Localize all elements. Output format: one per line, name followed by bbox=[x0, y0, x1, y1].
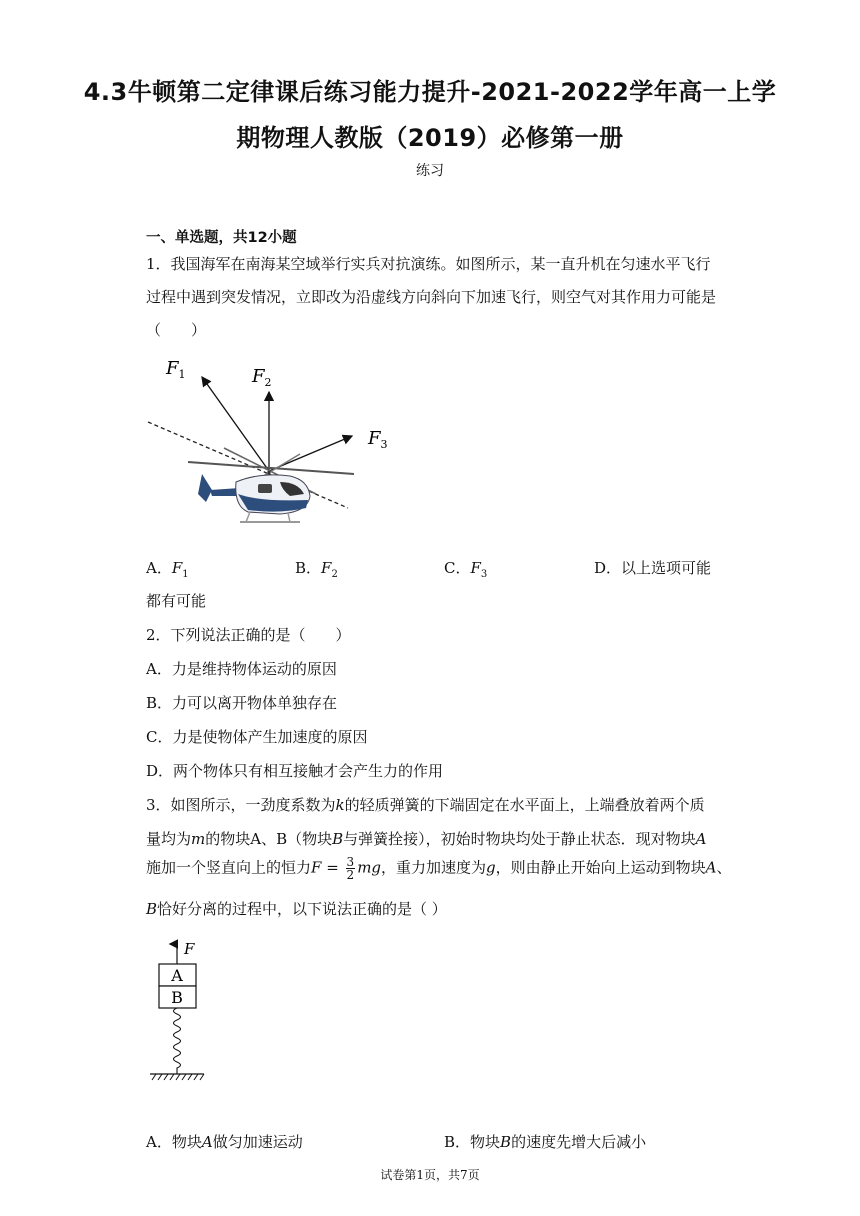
q1-option-a-var: F bbox=[171, 559, 183, 577]
q1-stem-line-2: 过程中遇到突发情况，立即改为沿虚线方向斜向下加速飞行，则空气对其作用力可能是 bbox=[146, 288, 717, 306]
q1-option-c-var: F bbox=[470, 559, 481, 577]
helicopter-force-diagram bbox=[140, 350, 400, 535]
q1-option-a[interactable] bbox=[146, 557, 189, 580]
q3-option-b[interactable]: B．物块B的速度先增大后减小 bbox=[444, 1133, 647, 1151]
label-f2: $F_2$ bbox=[252, 366, 272, 389]
q1-option-a-sub: 1 bbox=[182, 569, 189, 580]
label-f: F bbox=[184, 940, 195, 958]
section-heading: 一、单选题，共12小题 bbox=[146, 230, 297, 246]
block-b-label: B bbox=[171, 988, 183, 1007]
q2-option-a[interactable]: A．力是维持物体运动的原因 bbox=[146, 660, 337, 678]
q3-option-a[interactable]: A．物块A做匀加速运动 bbox=[146, 1133, 303, 1151]
q1-option-c-prefix: C． bbox=[444, 559, 471, 577]
q1-option-b-prefix: B． bbox=[295, 559, 322, 577]
q1-option-d[interactable]: D．以上选项可能 bbox=[594, 559, 712, 577]
q3-stem-line-2: 量均为m的物块A、B（物块B与弹簧拴接），初始时物块均处于静止状态．现对物块A bbox=[146, 830, 707, 848]
force-arrow-f1 bbox=[202, 377, 269, 471]
q2-option-c[interactable]: C．力是使物体产生加速度的原因 bbox=[146, 728, 368, 746]
q1-option-b-var: F bbox=[321, 559, 332, 577]
q1-option-d-continued: 都有可能 bbox=[146, 592, 207, 610]
fraction-three-halves: $\frac{3}{2}$ bbox=[346, 855, 355, 882]
page-title-line-1: 4.3牛顿第二定律课后练习能力提升-2021-2022学年高一上学 bbox=[83, 78, 777, 106]
q3-stem-line-4: B恰好分离的过程中，以下说法正确的是（ ） bbox=[146, 900, 447, 918]
label-f1: $F_1$ bbox=[166, 358, 186, 381]
block-a-label: A bbox=[171, 966, 183, 985]
page-title-line-2: 期物理人教版（2019）必修第一册 bbox=[236, 124, 624, 152]
q1-option-b-sub: 2 bbox=[331, 569, 338, 580]
page-footer: 试卷第1页，共7页 bbox=[380, 1168, 480, 1182]
label-f3: $F_3$ bbox=[368, 428, 388, 451]
q2-option-b[interactable]: B．力可以离开物体单独存在 bbox=[146, 694, 338, 712]
q1-stem-line-1: 1．我国海军在南海某空域举行实兵对抗演练。如图所示，某一直升机在匀速水平飞行 bbox=[146, 255, 711, 273]
spring-blocks-diagram bbox=[140, 936, 220, 1086]
q1-option-a-prefix: A． bbox=[146, 559, 172, 577]
q3-stem-line-3: 施加一个竖直向上的恒力F = $\frac{3}{2}$ mg，重力加速度为g，则由静止开始向上运动到物块A、 bbox=[146, 855, 732, 882]
q3-stem-line-1: 3．如图所示，一劲度系数为k的轻质弹簧的下端固定在水平面上，上端叠放着两个质 bbox=[146, 796, 705, 814]
q1-option-c[interactable] bbox=[444, 557, 487, 580]
q2-stem: 2．下列说法正确的是（ ） bbox=[146, 626, 351, 644]
q1-option-b[interactable] bbox=[295, 557, 338, 580]
ground-hatching bbox=[152, 1074, 204, 1080]
q2-option-d[interactable]: D．两个物体只有相互接触才会产生力的作用 bbox=[146, 762, 444, 780]
page-subtitle: 练习 bbox=[416, 163, 444, 179]
q1-option-c-sub: 3 bbox=[480, 569, 488, 580]
helicopter-picture bbox=[188, 448, 354, 522]
q1-stem-line-3: （ ） bbox=[146, 321, 207, 339]
spring bbox=[174, 1008, 181, 1074]
